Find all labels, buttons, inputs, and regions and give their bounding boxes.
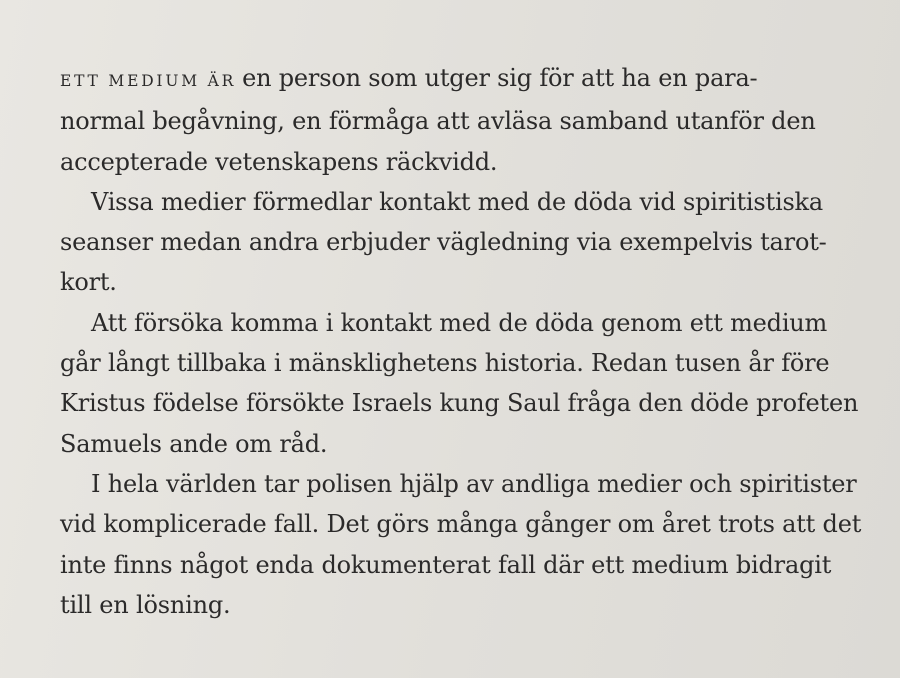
paragraph-3-line-4: Samuels ande om råd. bbox=[60, 429, 328, 458]
paragraph-4-line-4: till en lösning. bbox=[60, 590, 231, 619]
paragraph-2-line-1: Vissa medier förmedlar kontakt med de döda vid spiritistiska bbox=[91, 187, 824, 216]
lead-in-smallcaps: ETT MEDIUM ÄR bbox=[60, 72, 237, 90]
body-text bbox=[60, 58, 880, 625]
paragraph-4-line-1: I hela världen tar polisen hjälp av andliga medier och spiritister bbox=[91, 469, 857, 498]
paragraph-1-line-2: normal begåvning, en förmåga att avläsa samband utanför den bbox=[60, 107, 816, 136]
paragraph-4-line-3: inte finns något enda dokumenterat fall där ett medium bidragit bbox=[60, 550, 832, 579]
paragraph-3-line-3: Kristus födelse försökte Israels kung Saul fråga den döde profeten bbox=[60, 389, 859, 418]
paragraph-1-line-1 bbox=[60, 58, 880, 101]
paragraph-4-line-2: vid komplicerade fall. Det görs många gånger om året trots att det bbox=[60, 510, 862, 539]
text-line: en person som utger sig för att ha en para- bbox=[242, 64, 758, 92]
paragraph-2-line-3: kort. bbox=[60, 268, 117, 297]
paragraph-1-line-3: accepterade vetenskapens räckvidd. bbox=[60, 147, 498, 176]
paragraph-3-line-2: går långt tillbaka i mänsklighetens historia. Redan tusen år före bbox=[60, 349, 830, 378]
paragraph-3-line-1: Att försöka komma i kontakt med de döda genom ett medium bbox=[91, 308, 828, 337]
paragraph-2-line-2: seanser medan andra erbjuder vägledning via exempelvis tarot- bbox=[60, 228, 827, 257]
